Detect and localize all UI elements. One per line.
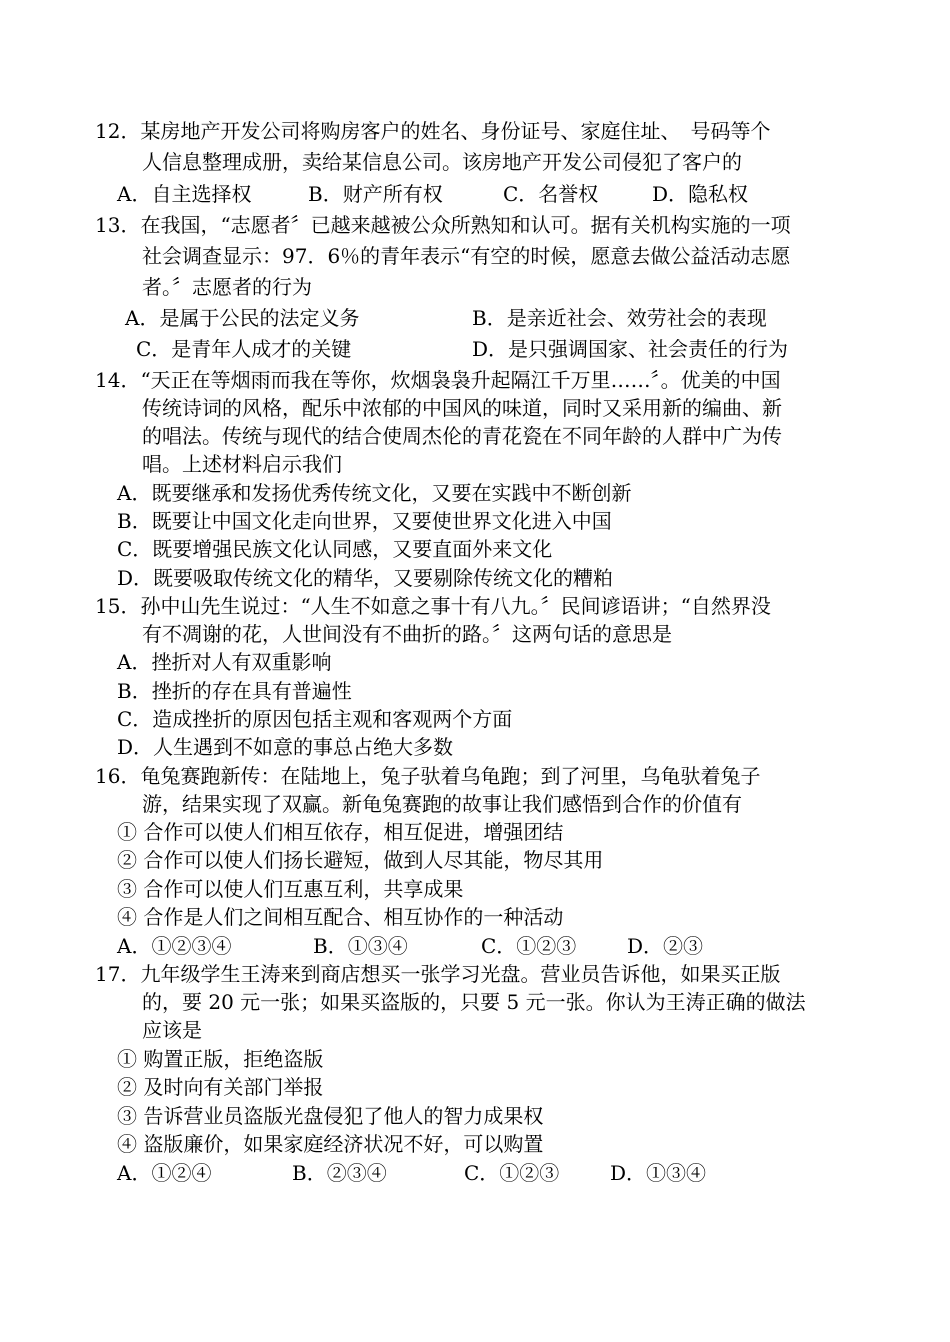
option-d: D．是只强调国家、社会责任的行为: [472, 337, 789, 361]
statement-1: ① 购置正版，拒绝盗版: [117, 1047, 324, 1071]
statement-3: ③ 告诉营业员盗版光盘侵犯了他人的智力成果权: [117, 1104, 544, 1128]
option-d: D．人生遇到不如意的事总占绝大多数: [117, 735, 454, 759]
option-b: B．是亲近社会、效劳社会的表现: [472, 306, 767, 330]
question-stem: 九年级学生王涛来到商店想买一张学习光盘。营业员告诉他，如果买正版: [140, 962, 781, 986]
option-b: B．①③④: [313, 934, 408, 958]
question-17-line-1: [95, 960, 780, 988]
option-b: B．挫折的存在具有普遍性: [117, 679, 352, 703]
option-b: B．财产所有权: [308, 182, 443, 206]
question-12-options: [117, 180, 837, 208]
question-15-line-1: [95, 592, 771, 620]
question-17-line-3: 应该是: [142, 1018, 202, 1042]
option-d: D．①③④: [610, 1161, 707, 1185]
option-b: B．②③④: [292, 1161, 387, 1185]
option-b: B．既要让中国文化走向世界，又要使世界文化进入中国: [117, 509, 612, 533]
option-c: C．①②③: [481, 934, 577, 958]
question-12-line-2: 人信息整理成册，卖给某信息公司。该房地产开发公司侵犯了客户的: [142, 150, 742, 174]
option-a: A．①②④: [117, 1161, 212, 1185]
question-number: 13．: [95, 213, 141, 237]
question-13-options-row-1: [0, 304, 950, 332]
question-13-line-3: 者。〞志愿者的行为: [142, 275, 312, 299]
option-c: C．既要增强民族文化认同感，又要直面外来文化: [117, 537, 553, 561]
option-c: C．是青年人成才的关键: [136, 337, 352, 361]
question-12-line-1: [95, 117, 770, 145]
statement-4: ④ 合作是人们之间相互配合、相互协作的一种活动: [117, 905, 564, 929]
question-13-options-row-2: [0, 335, 950, 363]
question-number: 16．: [95, 764, 141, 788]
option-d: D．既要吸取传统文化的精华，又要剔除传统文化的糟粕: [117, 566, 614, 590]
question-14-line-4: 唱。上述材料启示我们: [142, 452, 342, 476]
question-stem: 某房地产开发公司将购房客户的姓名、身份证号、家庭住址、 号码等个: [140, 119, 771, 143]
question-number: 12．: [95, 119, 141, 143]
question-number: 14．: [95, 368, 141, 392]
question-stem: “天正在等烟雨而我在等你，炊烟袅袅升起隔江千万里……〞。优美的中国: [140, 368, 781, 392]
option-a: A．自主选择权: [117, 182, 252, 206]
option-d: D．②③: [627, 934, 704, 958]
question-13-line-1: [95, 211, 791, 239]
question-14-line-1: [95, 366, 781, 394]
question-number: 17．: [95, 962, 141, 986]
option-a: A．挫折对人有双重影响: [117, 650, 332, 674]
option-c: C．①②③: [464, 1161, 560, 1185]
question-16-line-1: [95, 762, 760, 790]
question-number: 15．: [95, 594, 141, 618]
question-stem: 孙中山先生说过：“人生不如意之事十有八九。〞民间谚语讲；“自然界没: [140, 594, 771, 618]
option-c: C．名誉权: [503, 182, 599, 206]
statement-2: ② 合作可以使人们扬长避短，做到人尽其能，物尽其用: [117, 848, 604, 872]
question-16-line-2: 游，结果实现了双赢。新龟兔赛跑的故事让我们感悟到合作的价值有: [142, 792, 742, 816]
option-d: D．隐私权: [652, 182, 749, 206]
question-15-line-2: 有不凋谢的花，人世间没有不曲折的路。〞这两句话的意思是: [142, 622, 672, 646]
option-a: A．既要继承和发扬优秀传统文化，又要在实践中不断创新: [117, 481, 632, 505]
statement-4: ④ 盗版廉价，如果家庭经济状况不好，可以购置: [117, 1132, 544, 1156]
question-stem: 在我国，“志愿者〞已越来越被公众所熟知和认可。据有关机构实施的一项: [140, 213, 791, 237]
question-stem: 龟兔赛跑新传：在陆地上，兔子驮着乌龟跑；到了河里，乌龟驮着兔子: [140, 764, 761, 788]
option-a: A．是属于公民的法定义务: [125, 306, 360, 330]
question-17-options: [117, 1159, 837, 1187]
question-16-options: [117, 932, 837, 960]
question-14-line-2: 传统诗词的风格，配乐中浓郁的中国风的味道，同时又采用新的编曲、新: [142, 396, 782, 420]
option-a: A．①②③④: [117, 934, 232, 958]
statement-3: ③ 合作可以使人们互惠互利，共享成果: [117, 877, 464, 901]
question-17-line-2: 的，要 20 元一张；如果买盗版的，只要 5 元一张。你认为王涛正确的做法: [142, 990, 806, 1014]
option-c: C．造成挫折的原因包括主观和客观两个方面: [117, 707, 513, 731]
statement-1: ① 合作可以使人们相互依存，相互促进，增强团结: [117, 820, 564, 844]
statement-2: ② 及时向有关部门举报: [117, 1075, 324, 1099]
question-13-line-2: 社会调查显示：97．6％的青年表示“有空的时候，愿意去做公益活动志愿: [142, 244, 791, 268]
question-14-line-3: 的唱法。传统与现代的结合使周杰伦的青花瓷在不同年龄的人群中广为传: [142, 424, 782, 448]
